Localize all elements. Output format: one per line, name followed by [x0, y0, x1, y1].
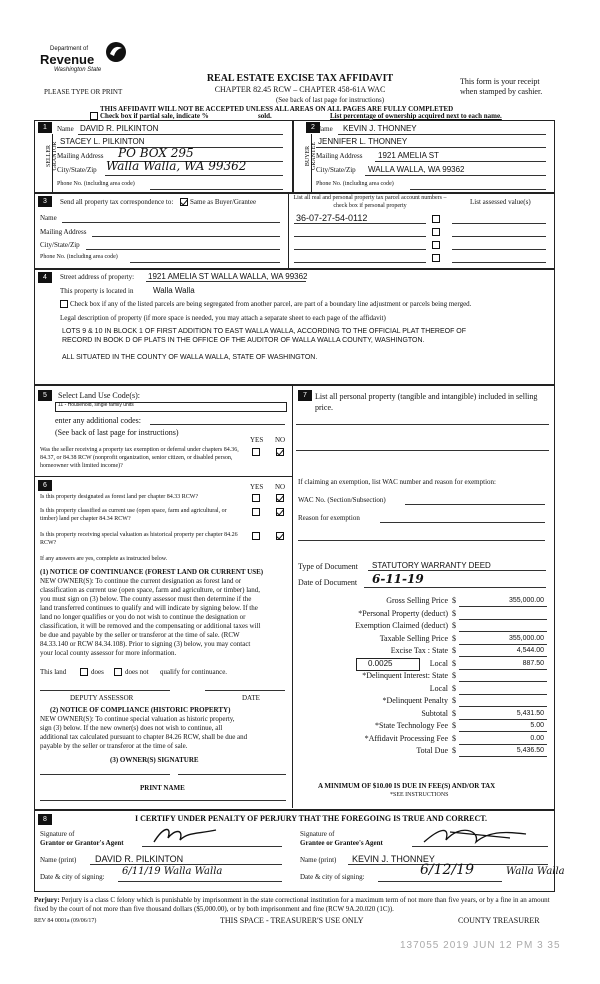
- section-4-number: 4: [38, 272, 52, 283]
- tax-row-currency: $: [452, 733, 456, 743]
- tax-row-currency: $: [452, 608, 456, 618]
- send-correspondence-label: Send all property tax correspondence to:: [60, 198, 174, 206]
- minimum-fee-note: A MINIMUM OF $10.00 IS DUE IN FEE(S) AND/OR TAX: [318, 782, 496, 790]
- grantee-date-label: Date & city of signing:: [300, 873, 365, 881]
- notice2-line-b: sign (3) below. If the new owner(s) does not wish to continue, all: [40, 724, 223, 732]
- buyer-city-label: City/State/Zip: [316, 166, 356, 174]
- notice1-line-i: your local county assessor for more information.: [40, 649, 177, 657]
- partial-sale-label: Check box if partial sale, indicate %: [100, 112, 209, 120]
- perjury-label: Perjury:: [34, 896, 60, 904]
- receipt-note-1: This form is your receipt: [460, 77, 540, 86]
- tax-row-value[interactable]: 0.00: [530, 734, 544, 742]
- see-back-note: (See back of last page for instructions): [275, 96, 385, 104]
- tax-row-value[interactable]: 355,000.00: [508, 634, 544, 642]
- notice1-line-h: 84.33.140 or RCW 84.34.108). Prior to signing (3) below, you may contact: [40, 640, 251, 648]
- county-treasurer-label: COUNTY TREASURER: [458, 916, 540, 925]
- same-as-buyer-label: Same as Buyer/Grantee: [190, 198, 257, 206]
- s3-city-label: City/State/Zip: [40, 241, 80, 249]
- s3-name-label: Name: [40, 214, 57, 222]
- grantee-date[interactable]: 6/12/19: [420, 862, 474, 878]
- street-address[interactable]: 1921 AMELIA ST WALLA WALLA, WA 99362: [148, 272, 308, 281]
- notice2-line-a: NEW OWNER(S): To continue special valuation as historic property,: [40, 715, 235, 723]
- notice1-line-d: land transferred continues to qualify and will indicate by signing below. If the: [40, 604, 258, 612]
- grantor-signature-icon: [150, 824, 220, 846]
- see-instructions: *SEE INSTRUCTIONS: [390, 792, 449, 798]
- current-use-question: Is this property classified as current use (open space, farm and agricultural, or timber) land per chapter 84.34 RCW?: [40, 508, 227, 522]
- tax-row-currency: $: [452, 596, 456, 605]
- segregated-label: Check box if any of the listed parcels are being segregated from another parcel, are part of a boundary line adjustment or parcels being merged.: [70, 300, 472, 308]
- buyer-phone-label: Phone No. (including area code): [316, 181, 394, 187]
- notice2-line-d: payable by the seller or transferor at the time of sale.: [40, 742, 188, 750]
- current-use-yes-checkbox[interactable]: [252, 508, 260, 516]
- land-does-not-checkbox[interactable]: [114, 668, 122, 676]
- grantee-name-label: Name (print): [300, 856, 337, 864]
- s3-mailing-label: Mailing Address: [40, 228, 87, 236]
- land-use-value: 11 - Household, single family units: [58, 402, 134, 408]
- certify-statement: I CERTIFY UNDER PENALTY OF PERJURY THAT THE FOREGOING IS TRUE AND CORRECT.: [135, 814, 488, 823]
- tax-row-label: Subtotal: [421, 708, 448, 718]
- grantor-sig-label-1: Signature of: [40, 830, 75, 838]
- owner-signature-label: (3) OWNER(S) SIGNATURE: [110, 756, 199, 764]
- tax-row-label: Excise Tax : State: [390, 646, 448, 655]
- buyer-city[interactable]: WALLA WALLA, WA 99362: [368, 165, 465, 174]
- s6-no-header: NO: [275, 483, 286, 491]
- tax-row-label: Local: [429, 683, 448, 693]
- notice2-line-c: additional tax calculated pursuant to chapter 84.26 RCW, shall be due and: [40, 733, 248, 741]
- tax-row-currency: $: [452, 621, 456, 630]
- forest-yes-checkbox[interactable]: [252, 494, 260, 502]
- section-2-number: 2: [306, 122, 320, 133]
- notice1-line-c: you must sign on (3) below. The county assessor must then determine if the: [40, 595, 252, 603]
- tax-row-value[interactable]: 5.00: [530, 722, 544, 729]
- land-does-checkbox[interactable]: [80, 668, 88, 676]
- perjury-text-2: a fine in an amount fixed by the court of not more than five thousand dollars ($5,000.00), or by both imprisonment and fine (RCW 9A.20.020 (1C)).: [34, 896, 550, 913]
- parcel-number-1[interactable]: 36-07-27-54-0112: [296, 213, 368, 223]
- section-7-number: 7: [298, 390, 312, 401]
- local-rate-value: 0.0025: [368, 659, 393, 668]
- seller-phone-label: Phone No. (including area code): [57, 181, 135, 187]
- dept-line3: Washington State: [54, 67, 102, 73]
- tax-row-label: Taxable Selling Price: [379, 633, 448, 643]
- notice1-line-a: NEW OWNER(S): To continue the current designation as forest land or: [40, 577, 242, 585]
- buyer-side-label: BUYER GRANTEE: [305, 142, 317, 170]
- tax-row-value[interactable]: 355,000.00: [508, 597, 544, 604]
- wac-claim-label: If claiming an exemption, list WAC number and reason for exemption:: [298, 478, 496, 486]
- segregated-checkbox[interactable]: [60, 300, 68, 308]
- doc-date-value[interactable]: 6-11-19: [372, 572, 424, 586]
- same-as-buyer-checkbox[interactable]: [180, 198, 188, 206]
- grantee-sig-label-1: Signature of: [300, 830, 335, 838]
- s3-phone-label: Phone No. (including area code): [40, 254, 118, 260]
- grantor-name-label: Name (print): [40, 856, 77, 864]
- grantor-print-name[interactable]: DAVID R. PILKINTON: [95, 854, 184, 864]
- doc-date-label: Date of Document: [298, 578, 358, 587]
- partial-sale-checkbox[interactable]: [90, 112, 98, 120]
- dept-line2: Revenue: [40, 52, 95, 67]
- grantee-signature-icon: [420, 822, 530, 848]
- doc-type-value[interactable]: STATUTORY WARRANTY DEED: [372, 561, 491, 570]
- section-4: [34, 268, 555, 386]
- tax-row-label: *Personal Property (deduct): [358, 608, 448, 618]
- tax-row-label: *State Technology Fee: [374, 721, 448, 730]
- buyer-name-label: Name: [316, 125, 333, 133]
- buyer-mailing-label: Mailing Address: [316, 152, 363, 160]
- dept-line1: Department of: [50, 46, 89, 52]
- seller-mailing-label: Mailing Address: [57, 152, 104, 160]
- wac-number-label: WAC No. (Section/Subsection): [298, 496, 386, 504]
- this-land-label: This land: [40, 668, 67, 676]
- legal-line-2: RECORD IN BOOK D OF PLATS IN THE OFFICE OF THE AUDITOR OF WALLA WALLA COUNTY, WASHINGTON.: [62, 337, 425, 344]
- print-name-label: PRINT NAME: [140, 784, 185, 792]
- current-use-no-checkbox[interactable]: [276, 508, 284, 516]
- treasurer-use-label: THIS SPACE - TREASURER'S USE ONLY: [220, 916, 364, 925]
- seller-name-label: Name: [57, 125, 74, 133]
- s5-no-header: NO: [275, 436, 286, 444]
- exemption-no-checkbox[interactable]: [276, 448, 284, 456]
- tax-row-label: Gross Selling Price: [386, 596, 448, 605]
- s5-see-back: (See back of last page for instructions): [55, 428, 179, 437]
- parcel-1-personal-checkbox[interactable]: [432, 215, 440, 223]
- tax-row-currency: $: [452, 708, 456, 718]
- tax-row-currency: $: [452, 633, 456, 643]
- tax-row-currency: $: [452, 646, 456, 655]
- does-not-label: does not: [125, 668, 149, 676]
- historic-question: Is this property receiving special valuation as historical property per chapter 84.26 RCW?: [40, 532, 238, 546]
- forest-no-checkbox[interactable]: [276, 494, 284, 502]
- form-title: REAL ESTATE EXCISE TAX AFFIDAVIT: [206, 73, 394, 84]
- tax-row-label: Total Due: [416, 746, 448, 755]
- parcel-4-personal-checkbox[interactable]: [432, 254, 440, 262]
- qualify-label: qualify for continuance.: [160, 668, 228, 676]
- seller-city-label: City/State/Zip: [57, 166, 97, 174]
- notice2-title: (2) NOTICE OF COMPLIANCE (HISTORIC PROPERTY): [50, 706, 231, 714]
- section-8-number: 8: [38, 814, 52, 825]
- does-label: does: [91, 668, 104, 676]
- assessed-header: List assessed value(s): [470, 198, 531, 206]
- tax-row-label: *Delinquent Interest: State: [362, 671, 448, 680]
- seller-name-1[interactable]: DAVID R. PILKINTON: [80, 124, 159, 133]
- tax-row-currency: $: [452, 671, 456, 680]
- forest-question: Is this property designated as forest land per chapter 84.33 RCW?: [40, 494, 199, 500]
- s6-yes-header: YES: [250, 483, 264, 491]
- buyer-mailing[interactable]: 1921 AMELIA ST: [378, 151, 439, 160]
- grantor-date-city[interactable]: 6/11/19 Walla Walla: [122, 866, 223, 877]
- doc-type-label: Type of Document: [298, 562, 358, 571]
- exemption-question: Was the seller receiving a property tax exemption or deferral under chapters 84.36, 84.37, or 84.38 RCW (nonprofit organization, senior citizen, or disabled person, homeowner with limited income)?: [40, 447, 239, 469]
- notice1-line-b: classification as current use (open space, farm and agriculture, or timber) land,: [40, 586, 261, 594]
- land-use-select-label: Select Land Use Code(s):: [58, 391, 140, 400]
- s5-yes-header: YES: [250, 436, 264, 444]
- seller-name-2[interactable]: STACEY L. PILKINTON: [60, 137, 145, 146]
- tax-row-label: *Delinquent Penalty: [382, 696, 448, 705]
- please-type: PLEASE TYPE OR PRINT: [44, 88, 123, 96]
- list-pct-label: List percentage of ownership acquired next to each name.: [330, 112, 502, 120]
- form-chapter: CHAPTER 82.45 RCW – CHAPTER 458-61A WAC: [214, 85, 386, 94]
- located-value[interactable]: Walla Walla: [153, 286, 195, 295]
- legal-label: Legal description of property (if more space is needed, you may attach a separate sheet to each page of the affidavit): [60, 314, 386, 322]
- tax-row-currency: $: [452, 721, 456, 730]
- notice1-line-e: land no longer qualifies or you do not wish to continue the designation or: [40, 613, 246, 621]
- parcel-list-header: List all real and personal property tax parcel account numbers – check box if personal property: [293, 195, 447, 209]
- notice1-title: (1) NOTICE OF CONTINUANCE (FOREST LAND OR CURRENT USE): [40, 568, 264, 576]
- parcel-2-personal-checkbox[interactable]: [432, 228, 440, 236]
- revenue-swirl-icon: [104, 40, 128, 64]
- street-label: Street address of property:: [60, 273, 135, 281]
- receipt-note-2: when stamped by cashier.: [460, 87, 543, 96]
- revenue-logo: [40, 40, 135, 80]
- cashier-stamp: 137055 2019 JUN 12 PM 3 35: [400, 940, 561, 951]
- section-6-number: 6: [38, 480, 52, 491]
- legal-line-3: ALL SITUATED IN THE COUNTY OF WALLA WALLA, STATE OF WASHINGTON.: [62, 354, 318, 361]
- tax-row-label: Local: [429, 658, 448, 668]
- section-3-number: 3: [38, 196, 52, 207]
- tax-row-currency: $: [452, 746, 456, 755]
- tax-row-currency: $: [452, 696, 456, 705]
- located-label: This property is located in: [60, 287, 134, 295]
- grantee-print-name[interactable]: KEVIN J. THONNEY: [352, 854, 435, 864]
- seller-city[interactable]: Walla Walla, WA 99362: [106, 159, 247, 173]
- deputy-assessor-label: DEPUTY ASSESSOR: [70, 694, 134, 702]
- buyer-name-2[interactable]: JENNIFER L. THONNEY: [318, 137, 408, 146]
- tax-row-value[interactable]: 887.50: [522, 659, 544, 667]
- parcel-3-personal-checkbox[interactable]: [432, 241, 440, 249]
- tax-row-value[interactable]: 5,436.50: [516, 747, 544, 754]
- tax-row-currency: $: [452, 658, 456, 668]
- reason-exemption-label: Reason for exemption: [298, 514, 360, 522]
- perjury-text-1: Perjury is a class C felony which is punishable by imprisonment in the state correctional institution for a maximum term of not more than five years, or by: [61, 896, 494, 904]
- form-number: REV 84 0001a (09/06/17): [34, 918, 97, 924]
- grantor-sig-label-2: Grantor or Grantor's Agent: [40, 839, 124, 847]
- personal-property-label: List all personal property (tangible and intangible) included in selling price.: [315, 392, 538, 412]
- deputy-date-label: DATE: [242, 694, 260, 702]
- tax-row-currency: $: [452, 683, 456, 693]
- legal-line-1: LOTS 9 & 10 IN BLOCK 1 OF FIRST ADDITION TO EAST WALLA WALLA, ACCORDING TO THE OFFICIAL PLAT THEREOF OF: [62, 328, 467, 335]
- warning-text: THIS AFFIDAVIT WILL NOT BE ACCEPTED UNLESS ALL AREAS ON ALL PAGES ARE FULLY COMPLETED: [100, 105, 454, 113]
- grantee-city[interactable]: Walla Walla: [506, 866, 565, 877]
- historic-yes-checkbox[interactable]: [252, 532, 260, 540]
- sold-label: sold.: [258, 112, 272, 120]
- seller-side-label: SELLER GRANTOR: [46, 141, 58, 171]
- notice1-line-g: be due and payable by the seller or transferor at the time of sale. (RCW: [40, 631, 240, 639]
- section-1-number: 1: [38, 122, 52, 133]
- section-5-number: 5: [38, 390, 52, 401]
- tax-row-value[interactable]: 5,431.50: [516, 709, 544, 717]
- grantor-date-label: Date & city of signing:: [40, 873, 105, 881]
- perjury-note: [34, 896, 556, 914]
- seller-mailing[interactable]: PO BOX 295: [118, 146, 194, 160]
- if-yes-note: If any answers are yes, complete as instructed below.: [40, 556, 168, 562]
- notice1-line-f: classification, it will be removed and the compensating or additional taxes will: [40, 622, 261, 630]
- tax-row-value[interactable]: 4,544.00: [516, 647, 544, 654]
- grantee-sig-label-2: Grantee or Grantee's Agent: [300, 839, 383, 847]
- historic-no-checkbox[interactable]: [276, 532, 284, 540]
- tax-row-label: *Affidavit Processing Fee: [364, 733, 448, 743]
- buyer-name-1[interactable]: KEVIN J. THONNEY: [343, 124, 417, 133]
- tax-row-label: Exemption Claimed (deduct): [355, 621, 448, 630]
- exemption-yes-checkbox[interactable]: [252, 448, 260, 456]
- additional-codes-label: enter any additional codes:: [55, 416, 141, 425]
